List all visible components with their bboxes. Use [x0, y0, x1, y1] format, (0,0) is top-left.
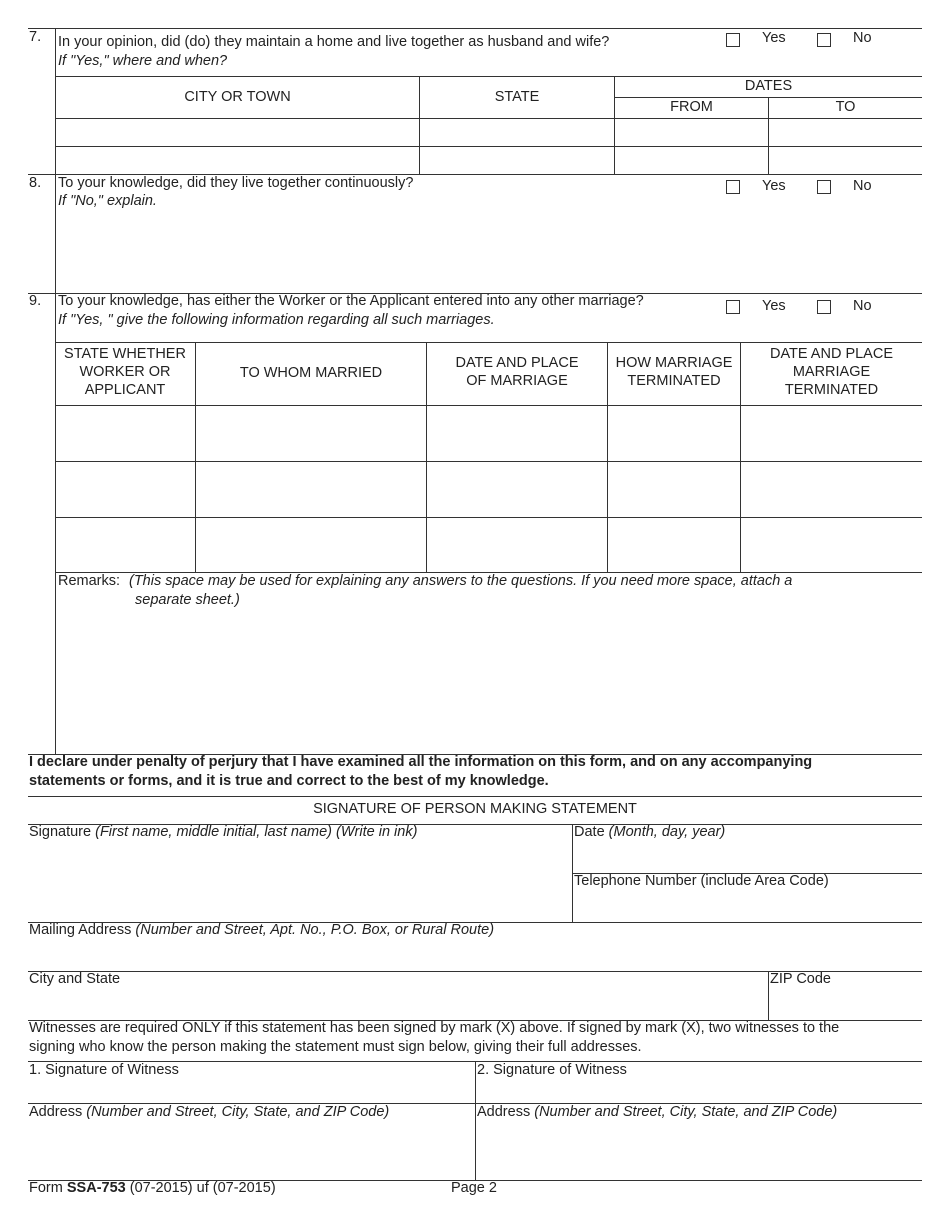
q9-no-label: No [853, 298, 872, 314]
date-field[interactable] [574, 844, 922, 872]
signature-label-text: Signature [29, 824, 92, 840]
q9-col-line-3 [607, 342, 608, 572]
date-label [574, 823, 725, 841]
q9-col-worker-or-applicant: STATE WHETHER WORKER OR APPLICANT [64, 346, 186, 398]
remarks-hint-line-1: (This space may be used for explaining any answers to the questions. If you need more space, attach a [129, 573, 793, 589]
q7-instruction: If "Yes," where and when? [58, 53, 228, 69]
q7-row-2-city-cell[interactable] [56, 147, 418, 174]
q8-no-label: No [853, 178, 872, 194]
q9-instruction: If "Yes, " give the following information regarding all such marriages. [58, 312, 495, 328]
page-number: Page 2 [451, 1180, 497, 1196]
city-state-label: City and State [29, 971, 121, 987]
form-number: SSA-753 [66, 1180, 126, 1196]
declaration-line-1: I declare under penalty of perjury that I have examined all the information on this form, and on any accompanying [29, 754, 813, 770]
q7-col-line-3 [768, 97, 769, 174]
q7-col-dates: DATES [744, 78, 793, 94]
zip-code-field[interactable] [770, 990, 922, 1019]
q7-yes-label: Yes [762, 30, 786, 46]
telephone-field[interactable] [574, 892, 922, 921]
q8-no-checkbox[interactable] [817, 180, 831, 194]
q9-yes-label: Yes [762, 298, 786, 314]
q7-col-line-1 [419, 76, 420, 174]
q8-yes-label: Yes [762, 178, 786, 194]
signature-label [29, 823, 417, 841]
witness-2-signature-field[interactable] [477, 1081, 922, 1102]
q8-instruction: If "No," explain. [58, 193, 157, 209]
q9-row-1-cell[interactable] [56, 406, 194, 461]
q9-row-3-cell[interactable] [56, 518, 194, 572]
q9-col-date-place-terminated: DATE AND PLACE MARRIAGE TERMINATED [769, 346, 894, 398]
witness-1-signature-field[interactable] [28, 1081, 474, 1102]
q7-no-label: No [853, 30, 872, 46]
signature-title-top-rule [28, 796, 922, 797]
q9-no-checkbox[interactable] [817, 300, 831, 314]
q9-col-line-2 [426, 342, 427, 572]
q9-col-date-place-marriage: DATE AND PLACE OF MARRIAGE [455, 355, 579, 389]
witness-note-line-2: signing who know the person making the statement must sign below, giving their full addresses. [29, 1039, 642, 1055]
q9-col-to-whom-married: TO WHOM MARRIED [239, 365, 383, 381]
q7-col-from: FROM [670, 99, 713, 115]
q9-table-top [55, 342, 922, 343]
witness-2-address-field[interactable] [477, 1123, 922, 1179]
q9-col-line-4 [740, 342, 741, 572]
mailing-address-field[interactable] [28, 941, 922, 970]
witness-2-signature-label: 2. Signature of Witness [477, 1062, 627, 1078]
mailing-label-hint: (Number and Street, Apt. No., P.O. Box, or Rural Route) [135, 922, 495, 938]
q8-explain-area[interactable] [56, 212, 922, 292]
q7-number: 7. [29, 29, 42, 45]
witness-1-signature-label: 1. Signature of Witness [29, 1062, 179, 1078]
witness-2-address-hint: (Number and Street, City, State, and ZIP Code) [534, 1104, 838, 1120]
q7-col-to: TO [835, 99, 856, 115]
q7-col-line-2 [614, 76, 615, 174]
remarks-label: Remarks: [58, 573, 121, 589]
q7-col-state: STATE [494, 89, 540, 105]
witness-1-address-hint: (Number and Street, City, State, and ZIP Code) [86, 1104, 390, 1120]
declaration-line-2: statements or forms, and it is true and correct to the best of my knowledge. [29, 773, 549, 789]
witness-1-address-field[interactable] [28, 1123, 474, 1179]
witness-2-address-label-text: Address [477, 1104, 531, 1120]
signature-section-title: SIGNATURE OF PERSON MAKING STATEMENT [313, 801, 637, 817]
zip-code-label: ZIP Code [770, 971, 831, 987]
witness-divider [475, 1061, 476, 1180]
q9-col-line-1 [195, 342, 196, 572]
remarks-area[interactable] [56, 612, 922, 752]
q7-col-city: CITY OR TOWN [184, 89, 291, 105]
signature-field[interactable] [28, 844, 571, 921]
q9-yes-checkbox[interactable] [726, 300, 740, 314]
q7-row-1-city-cell[interactable] [56, 119, 418, 146]
form-suffix: (07-2015) uf (07-2015) [129, 1180, 276, 1196]
signature-label-hint: (First name, middle initial, last name) (Write in ink) [95, 824, 418, 840]
q9-col-how-terminated: HOW MARRIAGE TERMINATED [615, 355, 733, 389]
q8-number: 8. [29, 175, 42, 191]
form-prefix: Form [29, 1180, 63, 1196]
witness-2-address-label [477, 1103, 837, 1121]
witness-1-address-label [29, 1103, 389, 1121]
q7-no-checkbox[interactable] [817, 33, 831, 47]
telephone-label: Telephone Number (include Area Code) [574, 873, 829, 889]
date-label-text: Date [574, 824, 605, 840]
q7-yes-checkbox[interactable] [726, 33, 740, 47]
q7-question: In your opinion, did (do) they maintain a home and live together as husband and wife? [58, 34, 610, 50]
q8-yes-checkbox[interactable] [726, 180, 740, 194]
witness-1-address-label-text: Address [29, 1104, 83, 1120]
date-label-hint: (Month, day, year) [608, 824, 726, 840]
q8-question: To your knowledge, did they live together continuously? [58, 175, 414, 191]
q7-top-rule [28, 28, 922, 29]
mailing-label-text: Mailing Address [29, 922, 132, 938]
q9-row-2-cell[interactable] [56, 462, 194, 517]
form-id [29, 1179, 276, 1197]
mailing-address-label [29, 921, 494, 939]
witness-note-line-1: Witnesses are required ONLY if this statement has been signed by mark (X) above. If signed by mark (X), two witnesses to the [29, 1020, 840, 1036]
city-zip-divider [768, 971, 769, 1020]
remarks-hint-line-2: separate sheet.) [135, 592, 240, 608]
q9-question: To your knowledge, has either the Worker or the Applicant entered into any other marriage? [58, 293, 644, 309]
city-state-field[interactable] [28, 990, 768, 1019]
q9-number: 9. [29, 293, 42, 309]
